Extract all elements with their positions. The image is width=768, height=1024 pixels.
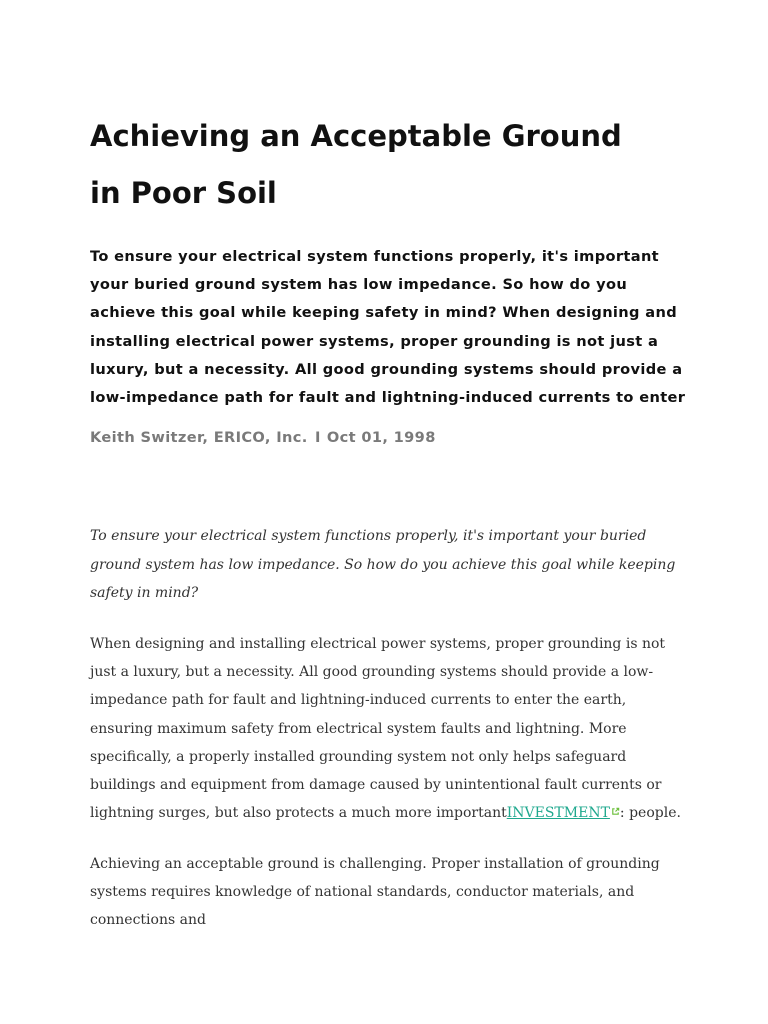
body-paragraph-1 — [90, 630, 682, 827]
title-line-2: in Poor Soil — [90, 176, 277, 210]
intro-paragraph: To ensure your electrical system functions properly, it's important your buried ground system has low impedance. So how do you achieve this goal while keeping safety in mind? — [90, 528, 676, 601]
byline-separator: I — [315, 429, 321, 446]
body-paragraph-2: Achieving an acceptable ground is challenging. Proper installation of grounding systems requires knowledge of national standards, conductor materials, and connections and — [90, 856, 660, 929]
article-summary: To ensure your electrical system functions properly, it's important your buried ground system has low impedance. So how do you achieve this goal while keeping safety in mind? When designing and installing electrical power systems, proper grounding is not just a luxury, but a necessity. All good grounding systems should provide a low-impedance path for fault and lightning-induced currents to enter — [90, 248, 686, 407]
investment-link[interactable] — [507, 805, 620, 821]
article-title — [90, 108, 682, 222]
author: Keith Switzer, ERICO, Inc. — [90, 429, 308, 446]
link-label: INVESTMENT — [506, 805, 610, 822]
byline — [90, 426, 690, 450]
title-line-1: Achieving an Acceptable Ground — [90, 119, 622, 153]
external-link-icon — [611, 807, 620, 816]
paragraph-tail: : people. — [619, 805, 681, 822]
publish-date: Oct 01, 1998 — [326, 429, 436, 446]
paragraph-text: When designing and installing electrical power systems, proper grounding is not just a luxury, but a necessity. All good grounding systems should provide a low-impedance path for fault and lightning-induced currents to enter the earth, ensuring maximum safety from electrical system faults and lightning. More specifically, a properly installed grounding system not only helps safeguard buildings and equipment from damage caused by unintentional fault currents or lightning surges, but also protects a much more important — [90, 636, 666, 822]
